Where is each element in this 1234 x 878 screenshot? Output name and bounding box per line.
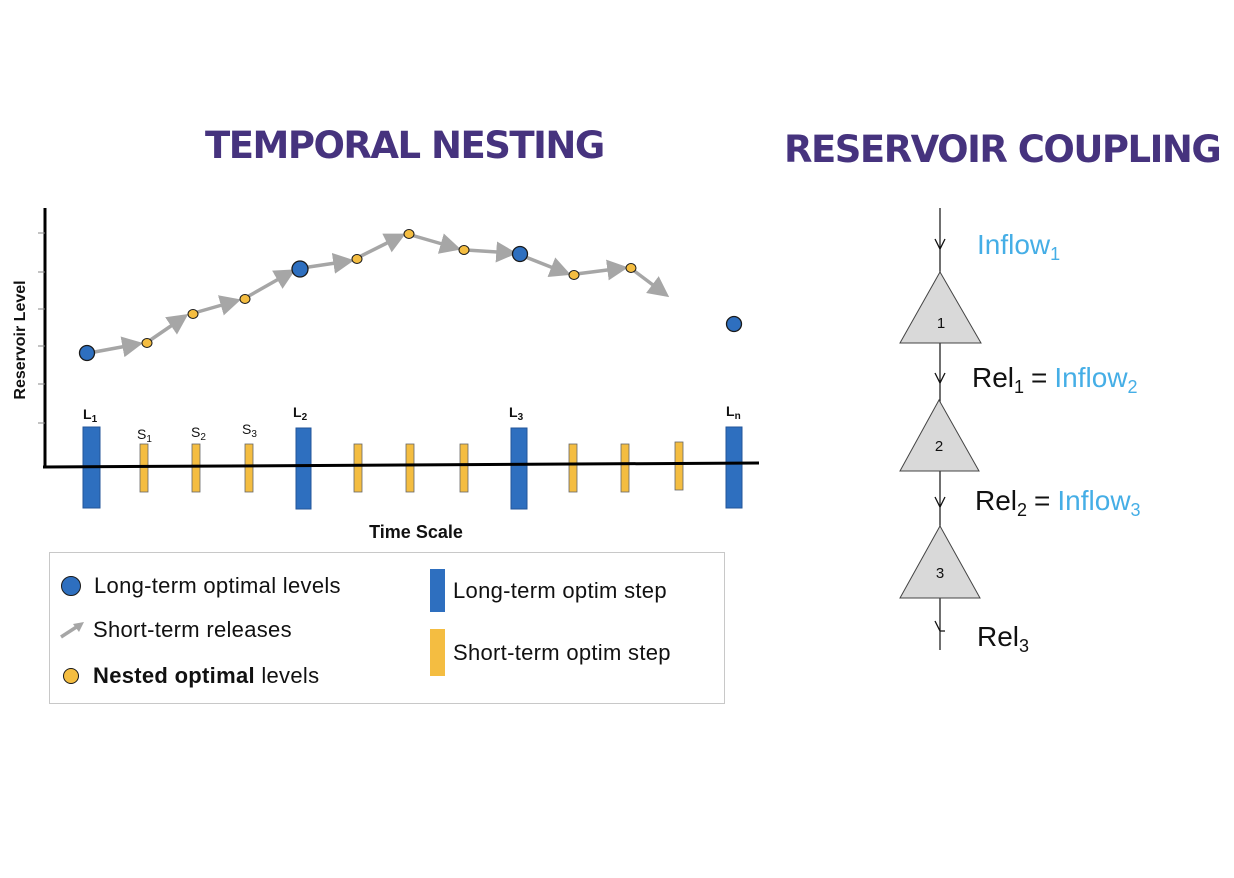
nested-level-point [569, 271, 579, 280]
reservoir-chain [900, 208, 1141, 656]
rel-2-equation: Rel$_2$ = Inflow$_3$ [975, 485, 1141, 520]
release-arrow [89, 344, 138, 353]
short-step-bar [569, 444, 577, 492]
long-level-point [513, 247, 528, 262]
nested-levels [142, 230, 636, 348]
release-arrow [194, 301, 236, 313]
equals-sign: = [1034, 485, 1051, 516]
step-label-S3: $S_3$ [242, 421, 257, 440]
yellow-bar-icon [430, 629, 445, 676]
step-label-L2: $L_2$ [293, 404, 308, 423]
legend [49, 552, 725, 704]
step-label-S1: $S_1$ [137, 426, 152, 445]
legend-long-levels-text: Long-term optimal levels [94, 573, 341, 598]
reservoir-2-triangle [900, 400, 979, 471]
legend-long-step-text: Long-term optim step [453, 577, 667, 603]
short-step-bar [406, 444, 414, 492]
inflow-2-label: Inflow [1054, 362, 1128, 393]
nested-level-point [352, 255, 362, 264]
short-step-bar [354, 444, 362, 492]
step-label-L3: $L_3$ [509, 404, 524, 423]
short-step-bar [140, 444, 148, 492]
release-arrow [633, 270, 665, 294]
reservoir-3-triangle [900, 526, 980, 598]
nested-level-point [188, 310, 198, 319]
legend-nested-levels-text: Nested optimal levels [93, 663, 320, 688]
reservoir-coupling-title: RESERVOIR COUPLING [784, 128, 1221, 171]
x-axis [43, 463, 759, 467]
release-arrow [466, 250, 512, 253]
legend-short-step-text: Short-term optim step [453, 639, 671, 665]
release-arrow [359, 236, 401, 257]
long-level-point [80, 346, 95, 361]
gray-arrow-icon [58, 619, 86, 641]
step-label-S2: $S_2$ [191, 424, 206, 443]
equals-sign: = [1031, 362, 1048, 393]
long-step-bar-L3 [511, 428, 527, 509]
nested-level-point [626, 264, 636, 273]
long-level-point [292, 261, 308, 277]
release-arrow [302, 261, 349, 268]
release-arrow [411, 235, 456, 248]
yellow-circle-icon [63, 668, 79, 684]
inflow-3-label: Inflow [1057, 485, 1131, 516]
temporal-chart [12, 208, 759, 542]
reservoir-2-number: 2 [934, 438, 944, 455]
blue-circle-icon [61, 576, 81, 596]
reservoir-1-triangle [900, 272, 981, 343]
short-step-bar [675, 442, 683, 490]
short-step-bar [460, 444, 468, 492]
release-arrow [149, 317, 184, 341]
rel-2-label: Rel [975, 485, 1018, 516]
short-step-bar [245, 444, 253, 492]
rel-1-label: Rel [972, 362, 1015, 393]
nested-level-point [459, 246, 469, 255]
legend-short-releases [58, 617, 292, 643]
short-step-bar [621, 444, 629, 492]
long-step-bar-L2 [296, 428, 311, 509]
legend-long-levels [61, 573, 341, 599]
long-step-bar-Ln [726, 427, 742, 508]
step-label-L1: $L_1$ [83, 406, 98, 425]
short-step-bar [192, 444, 200, 492]
release-arrow [523, 256, 566, 273]
nested-level-point [240, 295, 250, 304]
legend-nested-levels [63, 663, 319, 689]
legend-short-step [430, 629, 671, 676]
inflow-1-label: Inflow$_1$ [977, 229, 1061, 264]
rel-3-label: Rel$_3$ [977, 621, 1030, 656]
long-level-point [727, 317, 742, 332]
y-axis-label: Reservoir Level [12, 280, 29, 400]
release-arrows [89, 235, 665, 353]
nested-level-point [404, 230, 414, 239]
reservoir-1-number: 1 [936, 315, 946, 332]
release-arrow [247, 272, 291, 297]
nested-level-point [142, 339, 152, 348]
reservoir-3-number: 3 [935, 565, 945, 582]
release-arrow [576, 268, 623, 274]
blue-bar-icon [430, 569, 445, 612]
long-term-levels [80, 247, 742, 361]
temporal-nesting-title: TEMPORAL NESTING [205, 124, 604, 167]
legend-long-step [430, 569, 667, 612]
step-label-Ln: $L_n$ [726, 403, 741, 422]
x-axis-label: Time Scale [369, 522, 463, 542]
rel-1-equation: Rel$_1$ = Inflow$_2$ [972, 362, 1138, 397]
legend-short-releases-text: Short-term releases [93, 617, 292, 642]
